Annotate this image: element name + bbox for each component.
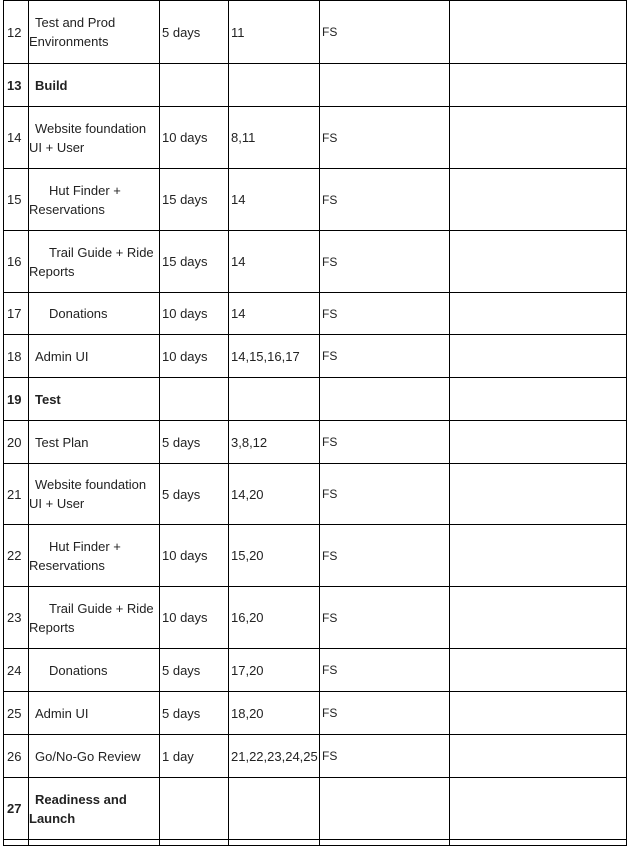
task-duration-cell: 10 days — [160, 107, 229, 169]
task-duration-cell: 5 days — [160, 464, 229, 525]
task-dependency-type-cell: FS — [320, 525, 450, 587]
task-name-line1: Test Plan — [35, 434, 89, 450]
task-row — [4, 293, 627, 335]
task-row — [4, 587, 627, 649]
empty-cell — [320, 840, 450, 846]
task-dependency-type-cell — [320, 378, 450, 421]
task-name-cell — [29, 169, 160, 231]
task-dependency-type-cell — [320, 778, 450, 840]
task-id-cell: 27 — [4, 778, 29, 840]
task-id-cell: 19 — [4, 378, 29, 421]
task-duration-cell: 10 days — [160, 293, 229, 335]
task-duration-cell: 5 days — [160, 692, 229, 735]
task-name-cell — [29, 293, 160, 335]
task-id-cell: 16 — [4, 231, 29, 293]
task-id-cell: 22 — [4, 525, 29, 587]
task-predecessors-cell — [229, 778, 320, 840]
task-duration-cell: 1 day — [160, 735, 229, 778]
task-duration-cell: 5 days — [160, 1, 229, 64]
task-id-cell: 18 — [4, 335, 29, 378]
task-name-line1: Test and Prod — [35, 15, 116, 30]
task-duration-cell: 15 days — [160, 169, 229, 231]
task-table — [3, 0, 627, 846]
task-name-cell — [29, 64, 160, 107]
empty-cell — [450, 525, 627, 587]
task-duration-cell: 10 days — [160, 335, 229, 378]
task-predecessors-cell: 18,20 — [229, 692, 320, 735]
task-duration-cell — [160, 64, 229, 107]
task-name-line1: Website foundation — [35, 477, 147, 492]
empty-cell — [29, 840, 160, 846]
task-dependency-type-cell: FS — [320, 1, 450, 64]
task-predecessors-cell: 14,15,16,17 — [229, 335, 320, 378]
task-predecessors-cell: 11 — [229, 1, 320, 64]
empty-cell — [450, 335, 627, 378]
task-row — [4, 378, 627, 421]
task-name-cell — [29, 525, 160, 587]
task-dependency-type-cell: FS — [320, 335, 450, 378]
task-row — [4, 525, 627, 587]
task-name-line1: Hut Finder + — [49, 182, 121, 198]
task-duration-cell — [160, 778, 229, 840]
empty-cell — [160, 840, 229, 846]
task-name-line2: Reports — [29, 619, 75, 635]
task-row — [4, 778, 627, 840]
task-name-line1: Build — [35, 77, 68, 93]
empty-cell — [450, 464, 627, 525]
task-name-cell — [29, 649, 160, 692]
task-predecessors-cell: 17,20 — [229, 649, 320, 692]
task-predecessors-cell: 8,11 — [229, 107, 320, 169]
task-duration-cell: 5 days — [160, 421, 229, 464]
empty-cell — [450, 293, 627, 335]
empty-cell — [450, 64, 627, 107]
task-predecessors-cell: 14,20 — [229, 464, 320, 525]
task-row — [4, 107, 627, 169]
task-dependency-type-cell: FS — [320, 293, 450, 335]
task-name-line2: Launch — [29, 810, 76, 826]
task-id-cell: 21 — [4, 464, 29, 525]
task-name-line1: Test — [35, 391, 61, 407]
task-id-cell: 12 — [4, 1, 29, 64]
task-predecessors-cell: 14 — [229, 293, 320, 335]
empty-cell — [450, 587, 627, 649]
task-name-cell — [29, 231, 160, 293]
empty-cell — [450, 840, 627, 846]
empty-cell — [450, 231, 627, 293]
task-dependency-type-cell: FS — [320, 587, 450, 649]
task-name-line1: Trail Guide + Ride — [49, 244, 154, 260]
task-name-line1: Admin UI — [35, 705, 89, 721]
task-predecessors-cell — [229, 378, 320, 421]
task-id-cell: 15 — [4, 169, 29, 231]
task-name-line2: Reservations — [29, 557, 105, 573]
task-id-cell: 26 — [4, 735, 29, 778]
task-predecessors-cell: 14 — [229, 169, 320, 231]
task-name-line1: Admin UI — [35, 348, 89, 364]
task-dependency-type-cell: FS — [320, 231, 450, 293]
empty-cell — [450, 778, 627, 840]
task-id-cell: 24 — [4, 649, 29, 692]
task-name-line2: UI + User — [29, 496, 85, 511]
task-id-cell: 23 — [4, 587, 29, 649]
task-predecessors-cell: 15,20 — [229, 525, 320, 587]
empty-cell — [450, 735, 627, 778]
task-dependency-type-cell: FS — [320, 735, 450, 778]
task-row — [4, 692, 627, 735]
task-id-cell: 25 — [4, 692, 29, 735]
task-predecessors-cell: 14 — [229, 231, 320, 293]
task-id-cell: 13 — [4, 64, 29, 107]
empty-cell — [450, 692, 627, 735]
task-name-line1: Donations — [49, 306, 108, 321]
empty-cell — [450, 107, 627, 169]
empty-cell — [450, 421, 627, 464]
task-row — [4, 1, 627, 64]
task-name-line2: Environments — [29, 34, 109, 49]
task-name-cell — [29, 1, 160, 64]
task-dependency-type-cell: FS — [320, 421, 450, 464]
task-row — [4, 464, 627, 525]
empty-cell — [450, 378, 627, 421]
task-name-cell — [29, 335, 160, 378]
task-dependency-type-cell: FS — [320, 169, 450, 231]
task-name-line1: Readiness and — [35, 791, 127, 807]
task-name-line1: Trail Guide + Ride — [49, 600, 154, 616]
task-dependency-type-cell: FS — [320, 107, 450, 169]
empty-cell — [229, 840, 320, 846]
task-name-line1: Donations — [49, 662, 108, 678]
task-row-partial — [4, 840, 627, 846]
task-duration-cell: 15 days — [160, 231, 229, 293]
task-dependency-type-cell: FS — [320, 692, 450, 735]
task-name-cell — [29, 421, 160, 464]
task-dependency-type-cell: FS — [320, 464, 450, 525]
empty-cell — [450, 1, 627, 64]
task-row — [4, 421, 627, 464]
task-row — [4, 649, 627, 692]
task-predecessors-cell: 21,22,23,24,25 — [229, 735, 320, 778]
task-name-line1: Hut Finder + — [49, 538, 121, 554]
task-dependency-type-cell: FS — [320, 649, 450, 692]
task-name-cell — [29, 735, 160, 778]
task-row — [4, 335, 627, 378]
task-name-line1: Website foundation — [35, 120, 147, 136]
task-name-cell — [29, 587, 160, 649]
task-name-line2: UI + User — [29, 139, 85, 155]
task-id-cell: 17 — [4, 293, 29, 335]
task-name-line2: Reports — [29, 263, 75, 279]
empty-cell — [450, 169, 627, 231]
task-predecessors-cell — [229, 64, 320, 107]
empty-cell — [450, 649, 627, 692]
task-row — [4, 64, 627, 107]
task-dependency-type-cell — [320, 64, 450, 107]
task-name-cell — [29, 778, 160, 840]
task-name-cell — [29, 464, 160, 525]
task-predecessors-cell: 16,20 — [229, 587, 320, 649]
task-name-line1: Go/No-Go Review — [35, 748, 141, 764]
task-id-cell: 20 — [4, 421, 29, 464]
task-row — [4, 735, 627, 778]
task-duration-cell: 10 days — [160, 587, 229, 649]
task-duration-cell: 10 days — [160, 525, 229, 587]
task-table-body — [4, 1, 627, 846]
task-id-cell: 14 — [4, 107, 29, 169]
task-duration-cell — [160, 378, 229, 421]
task-predecessors-cell: 3,8,12 — [229, 421, 320, 464]
task-name-cell — [29, 378, 160, 421]
task-name-cell — [29, 692, 160, 735]
task-name-cell — [29, 107, 160, 169]
task-duration-cell: 5 days — [160, 649, 229, 692]
task-row — [4, 231, 627, 293]
task-name-line2: Reservations — [29, 201, 105, 217]
empty-cell — [4, 840, 29, 846]
task-row — [4, 169, 627, 231]
